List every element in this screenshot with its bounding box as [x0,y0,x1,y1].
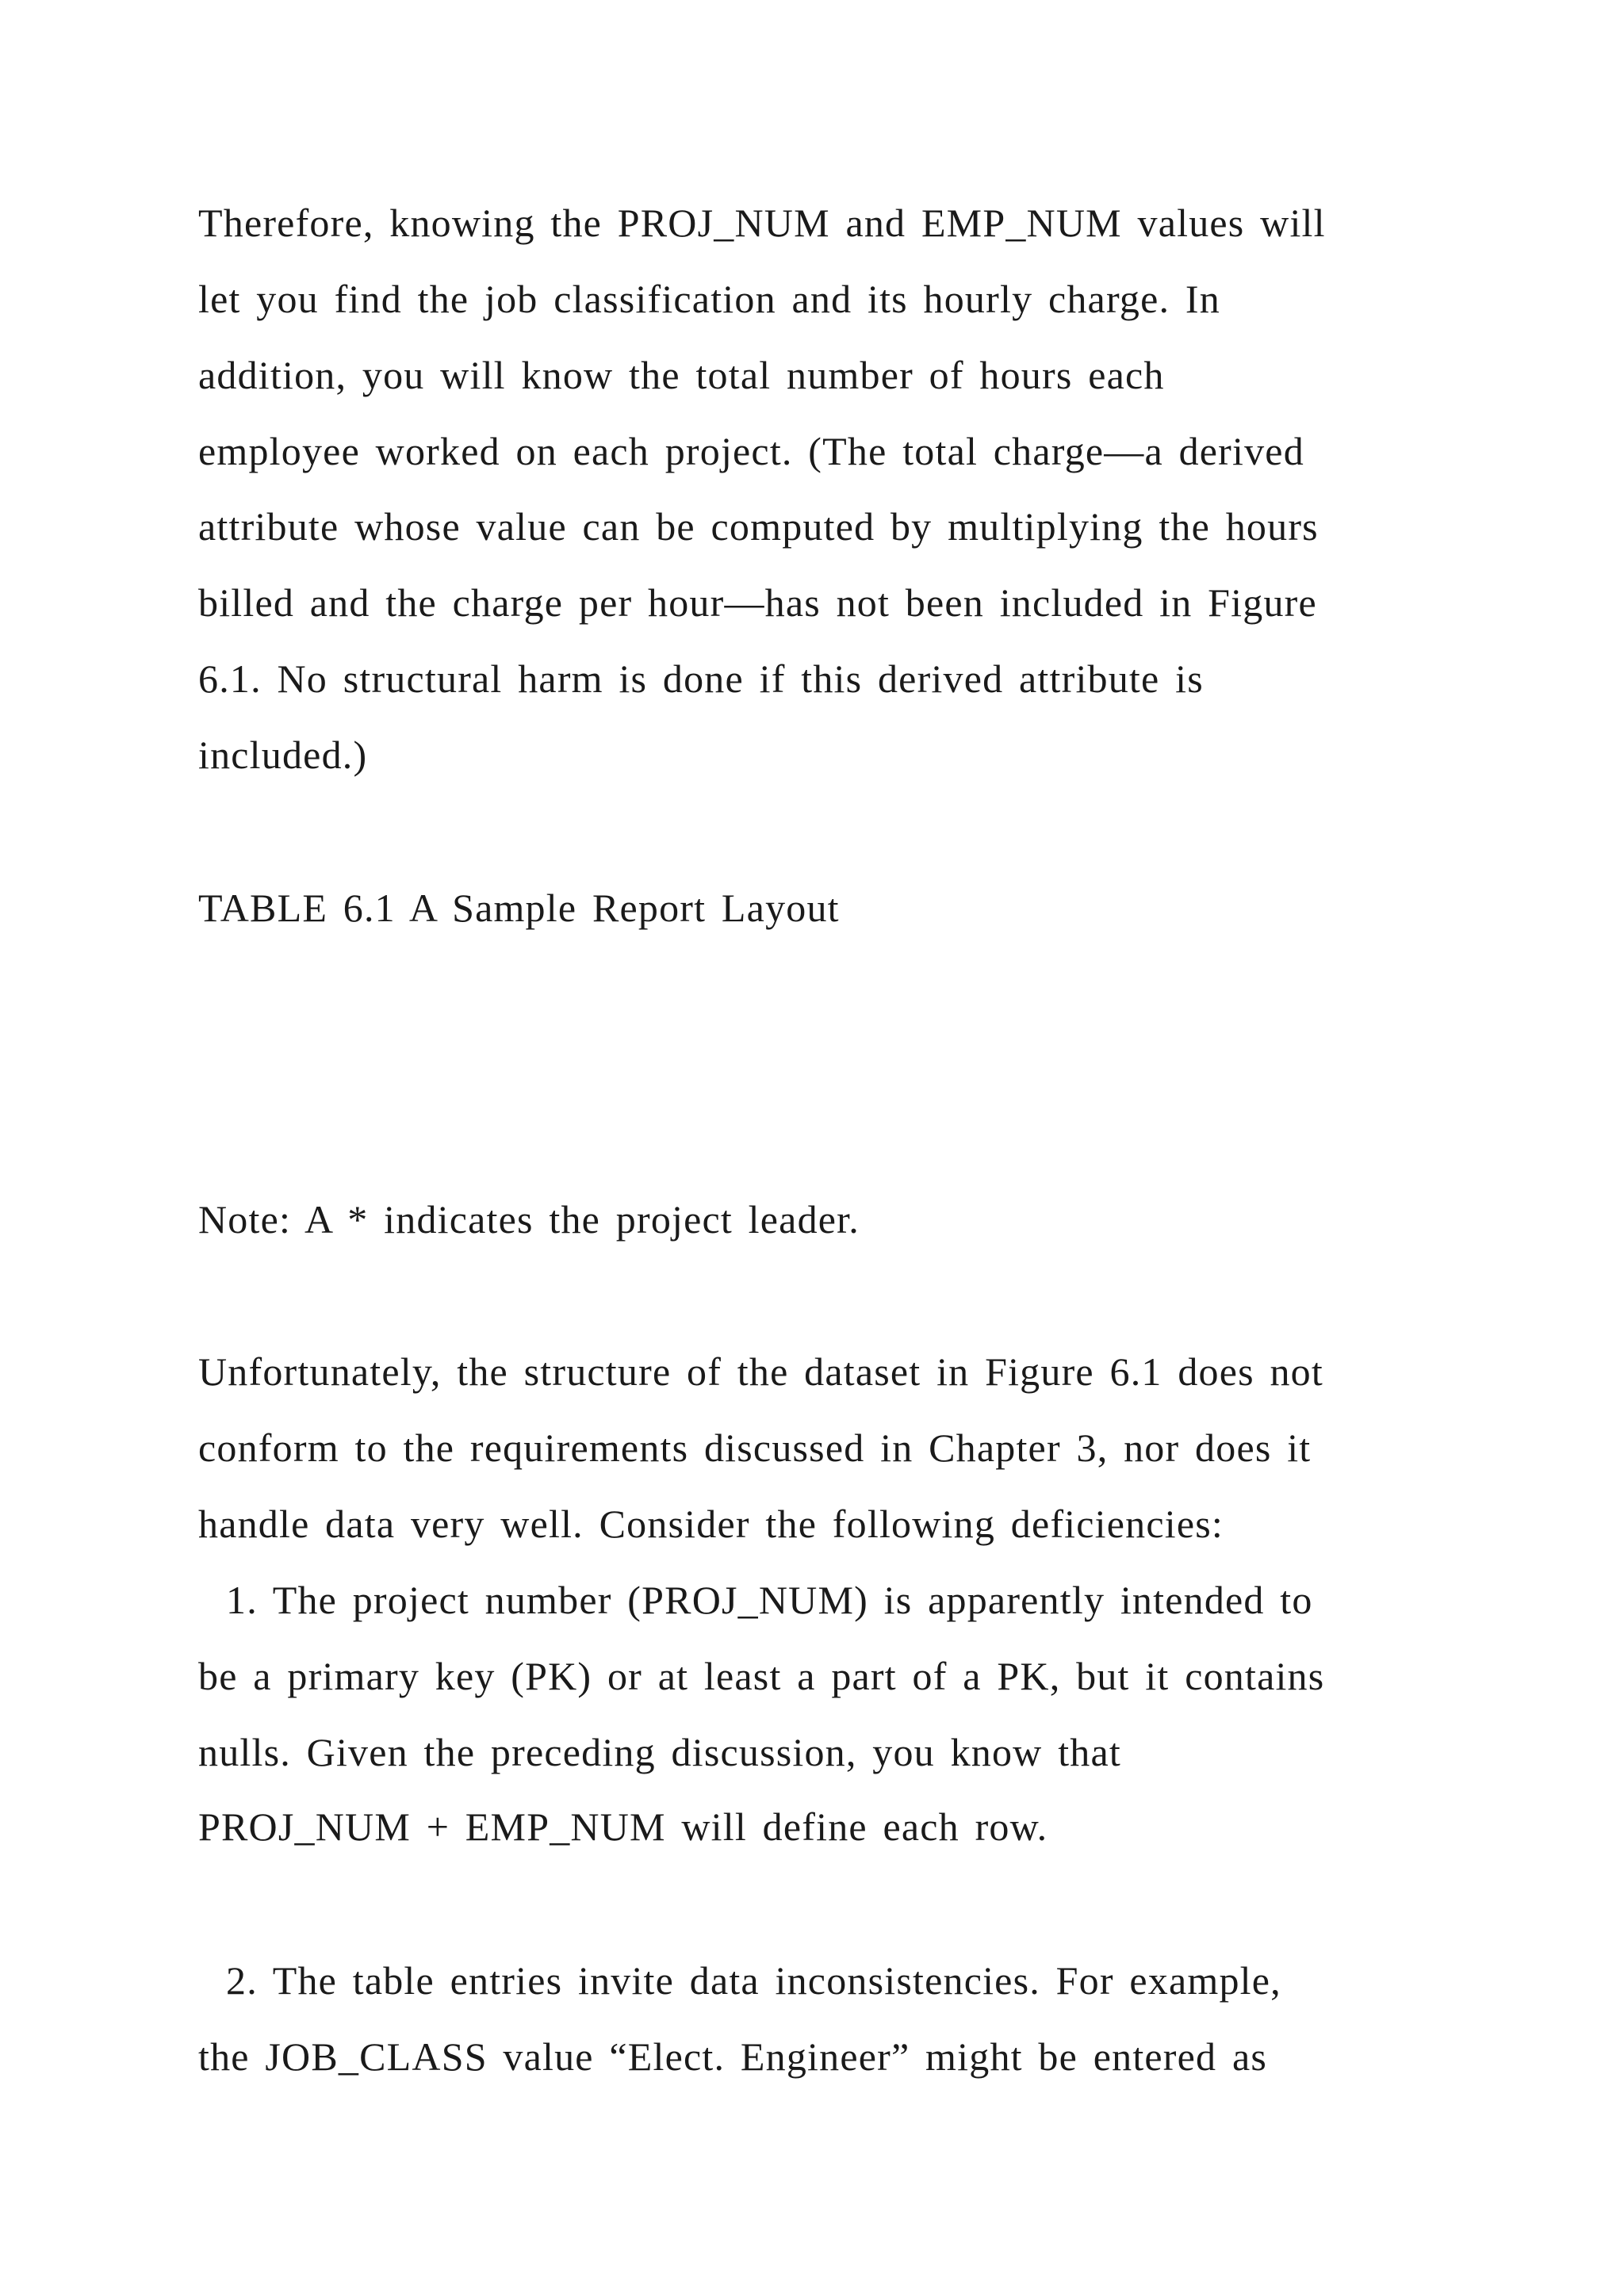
paragraph-2-line-3: handle data very well. Consider the following deficiencies: [198,1502,1224,1546]
paragraph-1-line-1: Therefore, knowing the PROJ_NUM and EMP_NUM values will [198,201,1326,245]
item-1-line-2: be a primary key (PK) or at least a part of a PK, but it contains [198,1654,1325,1698]
table-caption: TABLE 6.1 A Sample Report Layout [198,886,840,930]
table-note: Note: A * indicates the project leader. [198,1197,860,1242]
paragraph-2-line-1: Unfortunately, the structure of the dataset in Figure 6.1 does not [198,1349,1323,1394]
paragraph-1-line-2: let you find the job classification and its hourly charge. In [198,277,1220,321]
paragraph-1-line-3: addition, you will know the total number of hours each [198,353,1165,397]
item-1-line-4: PROJ_NUM + EMP_NUM will define each row. [198,1804,1048,1849]
paragraph-1-line-7: 6.1. No structural harm is done if this derived attribute is [198,656,1204,701]
item-2-line-2: the JOB_CLASS value “Elect. Engineer” might be entered as [198,2034,1267,2079]
paragraph-1-line-8: included.) [198,733,368,777]
item-2-line-1: 2. The table entries invite data inconsistencies. For example, [226,1958,1281,2003]
paragraph-2-line-2: conform to the requirements discussed in Chapter 3, nor does it [198,1425,1312,1470]
paragraph-1-line-5: attribute whose value can be computed by multiplying the hours [198,504,1319,549]
paragraph-1-line-4: employee worked on each project. (The total charge—a derived [198,429,1304,473]
paragraph-1-line-6: billed and the charge per hour—has not been included in Figure [198,580,1317,625]
item-1-line-3: nulls. Given the preceding discussion, you know that [198,1730,1121,1774]
item-1-line-1: 1. The project number (PROJ_NUM) is apparently intended to [226,1578,1313,1622]
